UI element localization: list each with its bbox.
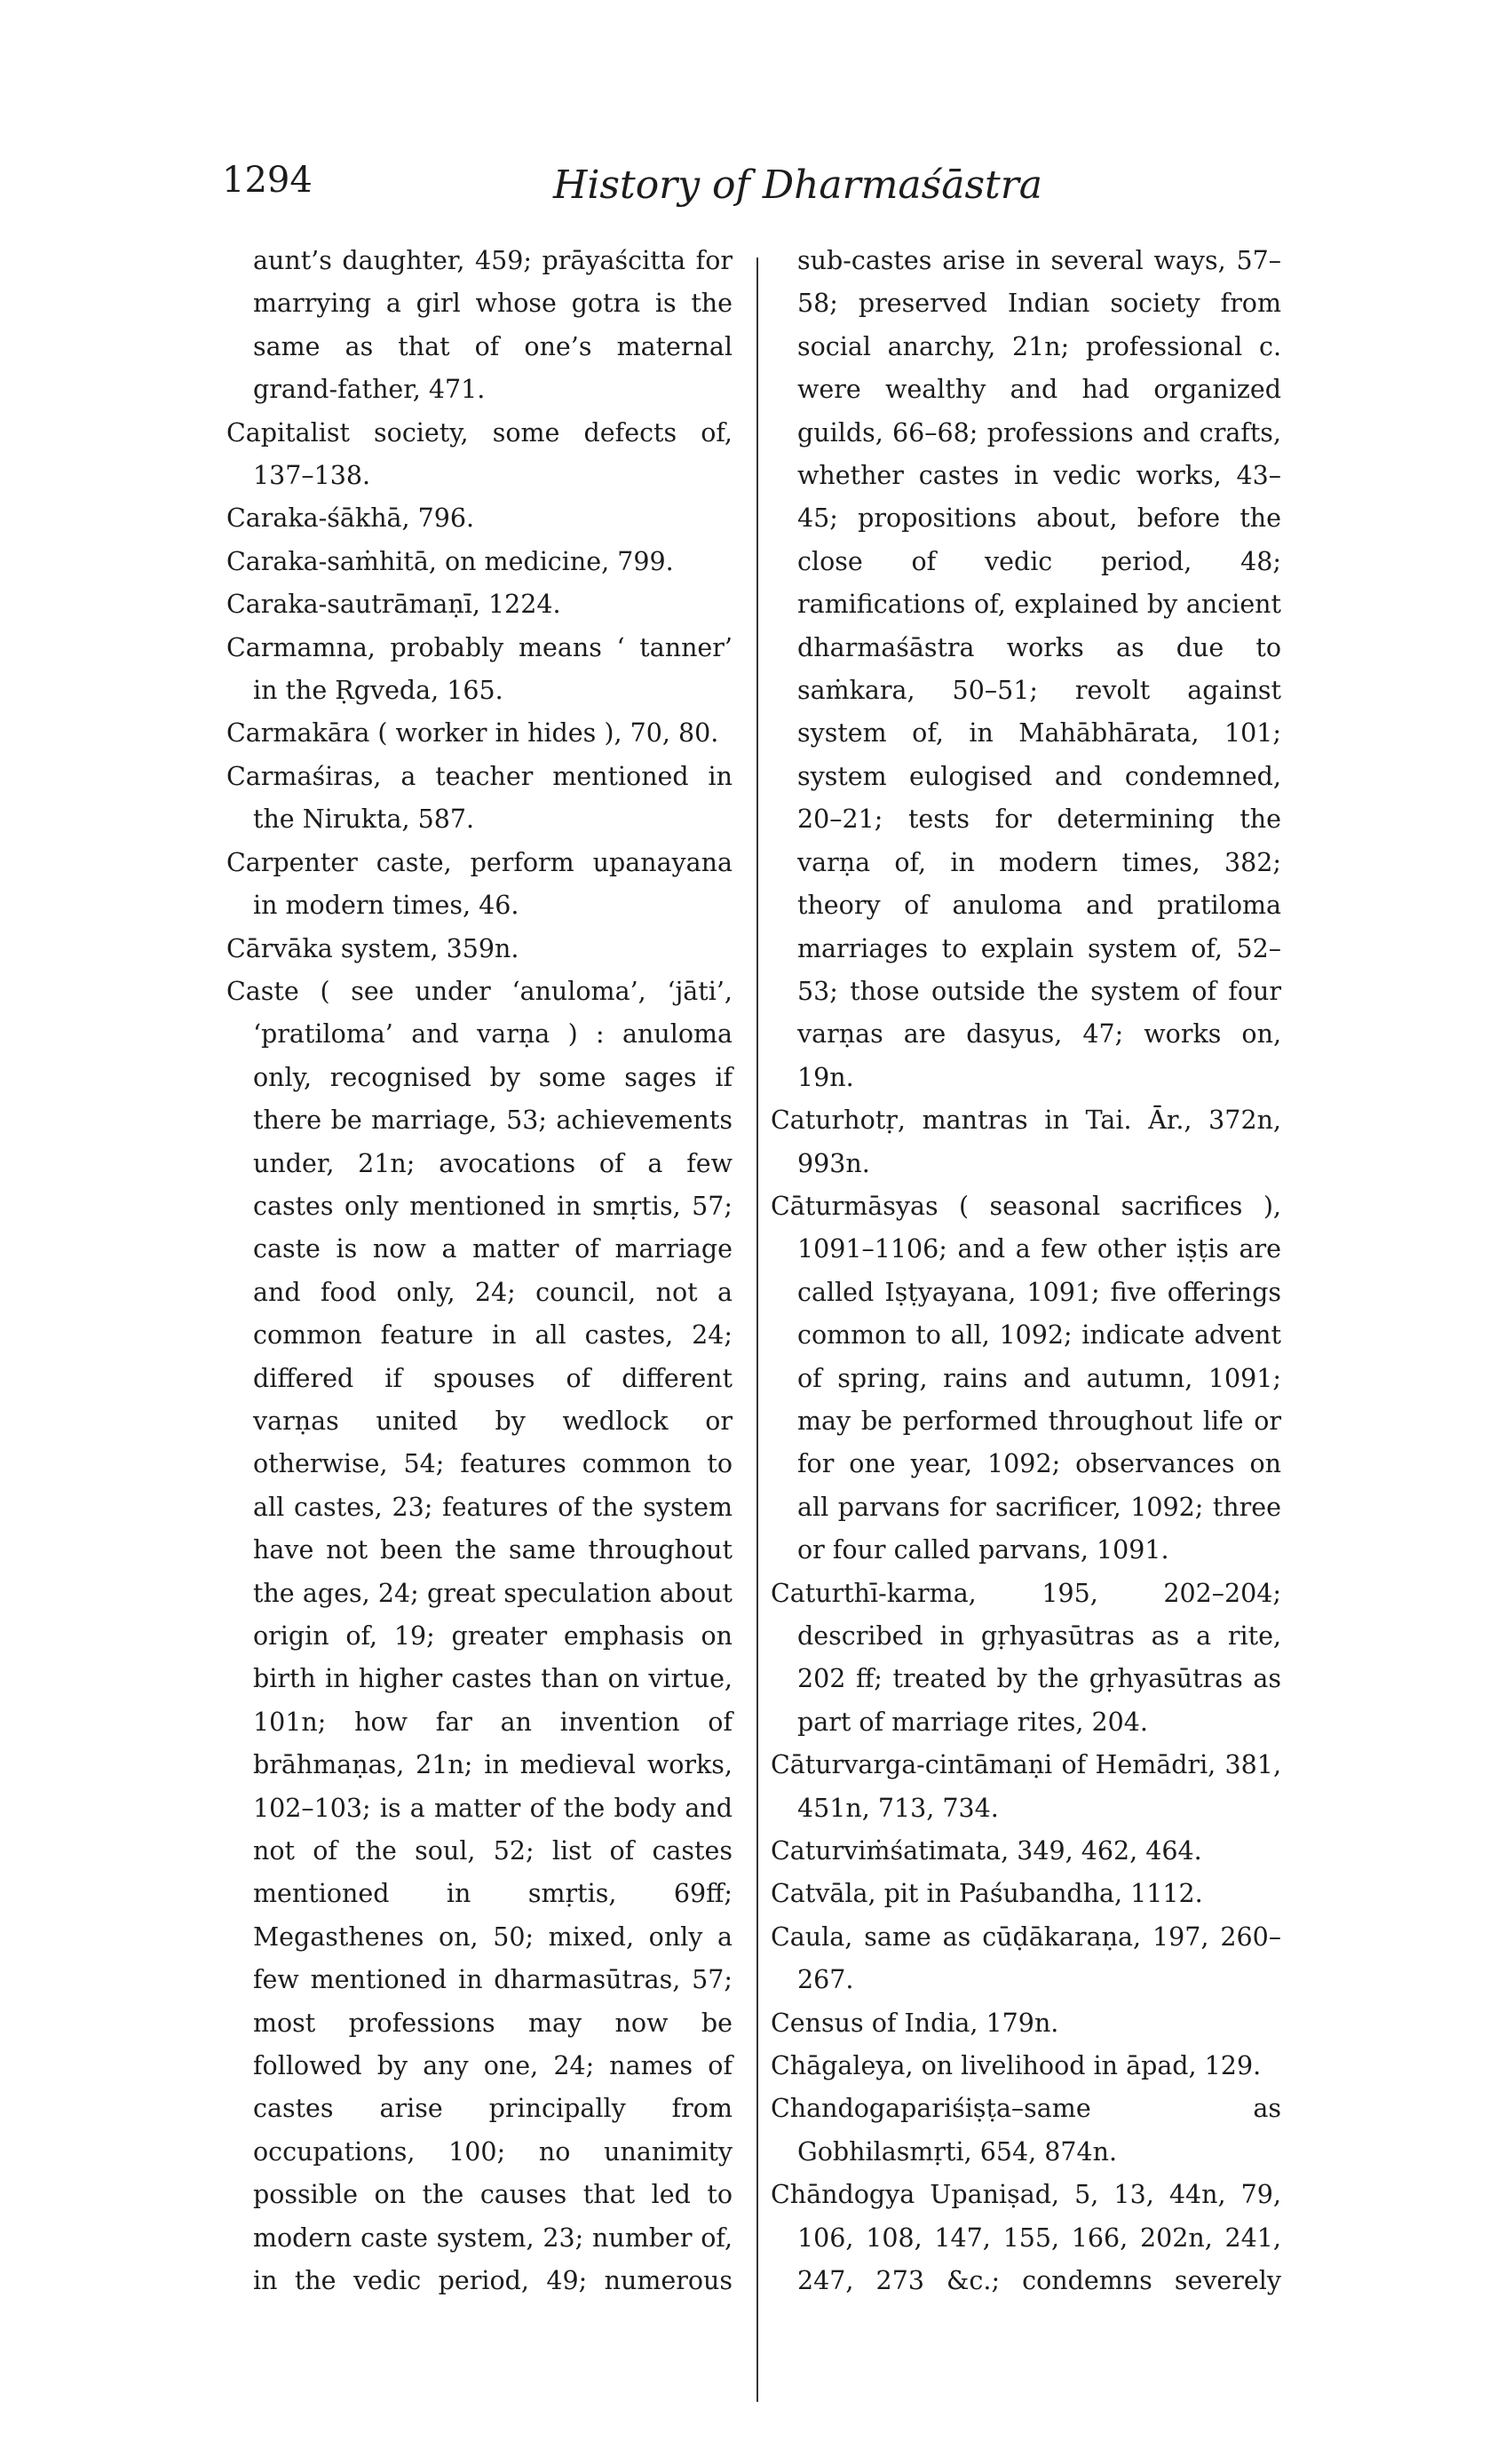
index-entry: Carmamna, probably means ‘ tanner’ in the Ṛgveda, 165. xyxy=(226,632,733,706)
index-entry: Chandogapariśiṣṭa–same as Gobhilasmṛti, 654, 874n. xyxy=(771,2094,1281,2167)
index-entry: Caraka-sautrāmaṇī, 1224. xyxy=(226,590,561,620)
index-entry: Cāturvarga-cintāmaṇi of Hemādri, 381, 451n, 713, 734. xyxy=(771,1750,1281,1823)
right-column xyxy=(771,240,1281,2303)
index-entry: Caturthī-karma, 195, 202–204; described in gṛhyasūtras as a rite, 202 ff; treated by the gṛhyasūtras as part of marriage rites, 204. xyxy=(771,1578,1281,1737)
index-entry: Cārvāka system, 359n. xyxy=(226,933,519,963)
index-entry-caste-continued: sub-castes arise in several ways, 57–58; preserved Indian society from social anarchy, 21n; professional c. were wealthy and had organized guilds, 66–68; professions and crafts, whether castes in vedic works, 43–45; propositions about, before the close of vedic period, 48; ramifications of, explained by ancient dharmaśāstra works as due to saṁkara, 50–51; revolt against system of, in Mahābhārata, 101; system eulogised and condemned, 20–21; tests for determining the varṇa of, in modern times, 382; theory of anuloma and pratiloma marriages to explain system of, 52–53; those outside the system of four varṇas are dasyus, 47; works on, 19n. xyxy=(797,246,1281,1092)
column-divider xyxy=(756,257,758,2402)
index-entry: Caturviṁśatimata, 349, 462, 464. xyxy=(771,1836,1202,1866)
running-title: History of Dharmaśāstra xyxy=(552,162,1042,208)
index-entry: Capitalist society, some defects of, 137–138. xyxy=(226,417,733,491)
page-number: 1294 xyxy=(222,160,313,201)
index-entry: Carmaśiras, a teacher mentioned in the Nirukta, 587. xyxy=(226,761,733,835)
index-entry: Chāndogya Upaniṣad, 5, 13, 44n, 79, 106, 108, 147, 155, 166, 202n, 241, 247, 273 &c.; condemns severely xyxy=(771,2180,1281,2296)
index-entry: Caula, same as cūḍākaraṇa, 197, 260–267. xyxy=(771,1921,1281,1995)
left-column xyxy=(226,240,733,2303)
index-entry: aunt’s daughter, 459; prāyaścitta for marrying a girl whose gotra is the same as that of one’s maternal grand-father, 471. xyxy=(253,246,733,405)
index-entry: Caturhotṛ, mantras in Tai. Ār., 372n, 993n. xyxy=(771,1105,1281,1178)
index-entry: Carmakāra ( worker in hides ), 70, 80. xyxy=(226,718,719,749)
index-entry: Carpenter caste, perform upanayana in modern times, 46. xyxy=(226,847,733,921)
index-entry: Caraka-śākhā, 796. xyxy=(226,503,475,534)
index-entry: Cāturmāsyas ( seasonal sacrifices ), 1091–1106; and a few other iṣṭis are called Iṣṭyayana, 1091; five offerings common to all, 1092; indicate advent of spring, rains and autumn, 1091; may be performed throughout life or for one year, 1092; observances on all parvans for sacrificer, 1092; three or four called parvans, 1091. xyxy=(771,1191,1281,1565)
index-entry: Caraka-saṁhitā, on medicine, 799. xyxy=(226,546,674,576)
index-entry: Census of India, 179n. xyxy=(771,2008,1059,2038)
index-entry-caste: Caste ( see under ‘anuloma’, ‘jāti’, ‘pratiloma’ and varṇa ) : anuloma only, recognised by some sages if there be marriage, 53; achievements under, 21n; avocations of a few castes only mentioned in smṛtis, 57; caste is now a matter of marriage and food only, 24; council, not a common feature in all castes, 24; differed if spouses of different varṇas united by wedlock or otherwise, 54; features common to all castes, 23; features of the system have not been the same throughout the ages, 24; great speculation about origin of, 19; greater emphasis on birth in higher castes than on virtue, 101n; how far an invention of brāhmaṇas, 21n; in medieval works, 102–103; is a matter of the body and not of the soul, 52; list of castes mentioned in smṛtis, 69ff; Megasthenes on, 50; mixed, only a few mentioned in dharmasūtras, 57; most professions may now be followed by any one, 24; names of castes arise principally from occupations, 100; no unanimity possible on the causes that led to modern caste system, 23; number of, in the vedic period, 49; numerous xyxy=(226,976,733,2296)
index-entry: Chāgaleya, on livelihood in āpad, 129. xyxy=(771,2051,1262,2081)
index-entry: Catvāla, pit in Paśubandha, 1112. xyxy=(771,1879,1203,1909)
